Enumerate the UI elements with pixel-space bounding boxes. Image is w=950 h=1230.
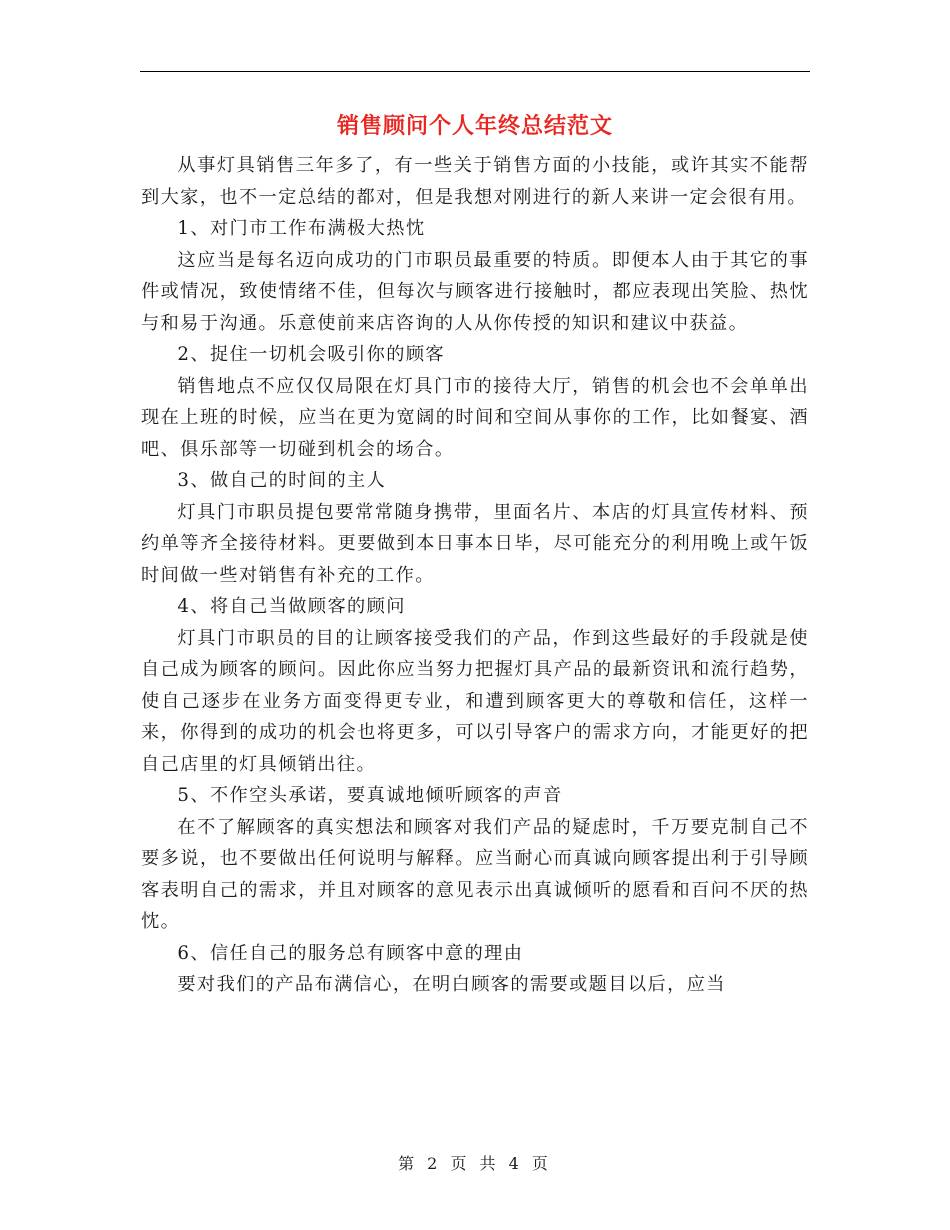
section-paragraph-5: 在不了解顾客的真实想法和顾客对我们产品的疑虑时，千万要克制自己不要多说，也不要做出任何说明与解释。应当耐心而真诚向顾客提出利于引导顾客表明自己的需求，并且对顾客的意见表示出真诚倾听的愿看和百问不厌的热忱。 [141,816,809,932]
section-paragraph-2: 销售地点不应仅仅局限在灯具门市的接待大厅，销售的机会也不会单单出现在上班的时候，应当在更为宽阔的时间和空间从事你的工作，比如餐宴、酒吧、俱乐部等一切碰到机会的场合。 [141,375,809,460]
intro-paragraph: 从事灯具销售三年多了，有一些关于销售方面的小技能，或许其实不能帮到大家，也不一定总结的都对，但是我想对刚进行的新人来讲一定会很有用。 [141,155,809,208]
section-paragraph-3: 灯具门市职员提包要常常随身携带，里面名片、本店的灯具宣传材料、预约单等齐全接待材料。更要做到本日事本日毕，尽可能充分的利用晚上或午饭时间做一些对销售有补充的工作。 [141,501,809,586]
section-heading-1: 1、对门市工作布满极大热忱 [177,218,426,239]
section-paragraph-6: 要对我们的产品布满信心，在明白顾客的需要或题目以后，应当 [177,974,726,995]
section-paragraph-1: 这应当是每名迈向成功的门市职员最重要的特质。即便本人由于其它的事件或情况，致使情绪不佳，但每次与顾客进行接触时，都应表现出笑脸、热忱与和易于沟通。乐意使前来店咨询的人从你传授的知识和建议中获益。 [141,249,809,334]
section-heading-4: 4、将自己当做顾客的顾问 [177,596,406,617]
section-heading-2: 2、捉住一切机会吸引你的顾客 [177,344,445,365]
section-paragraph-4: 灯具门市职员的目的让顾客接受我们的产品，作到这些最好的手段就是使自己成为顾客的顾问。因此你应当努力把握灯具产品的最新资讯和流行趋势，使自己逐步在业务方面变得更专业，和遭到顾客更大的尊敬和信任，这样一来，你得到的成功的机会也将更多，可以引导客户的需求方向，才能更好的把自己店里的灯具倾销出往。 [141,627,809,775]
document-title: 销售顾问个人年终总结范文 [336,113,613,139]
document-body [141,150,809,1001]
section-heading-6: 6、信任自己的服务总有顾客中意的理由 [177,942,524,964]
page-number-footer: 第 2 页 共 4 页 [398,1154,552,1173]
section-heading-5: 5、不作空头承诺，要真诚地倾听顾客的声音 [177,785,563,806]
header-rule [140,71,810,72]
section-heading-3: 3、做自己的时间的主人 [177,470,387,491]
